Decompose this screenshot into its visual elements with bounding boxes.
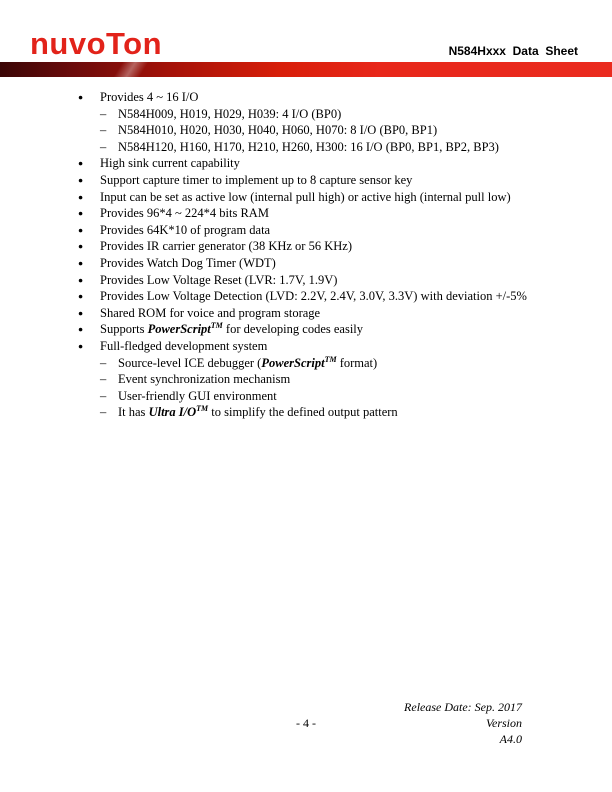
version-label: Version xyxy=(486,716,522,730)
bullet-icon: ● xyxy=(78,158,84,169)
dash-icon: – xyxy=(100,106,107,121)
text-segment: for developing codes easily xyxy=(222,322,364,337)
text-segment: to simplify the defined output pattern xyxy=(208,405,398,420)
list-subitem xyxy=(78,404,580,421)
list-item xyxy=(78,255,580,272)
bullet-icon: ● xyxy=(78,307,84,318)
list-item-text xyxy=(100,321,580,338)
list-item-text xyxy=(118,355,580,372)
list-item xyxy=(78,321,580,338)
list-subitem xyxy=(78,106,580,123)
bullet-icon: ● xyxy=(78,174,84,185)
list-item xyxy=(78,89,580,106)
dash-icon: – xyxy=(100,372,107,387)
list-item-text: Provides Low Voltage Detection (LVD: 2.2V, 2.4V, 3.0V, 3.3V) with deviation +/-5% xyxy=(100,289,527,304)
trademark-superscript: TM xyxy=(210,321,223,331)
bullet-icon: ● xyxy=(78,257,84,268)
list-item xyxy=(78,288,580,305)
list-item xyxy=(78,272,580,289)
dash-icon: – xyxy=(100,139,107,154)
bullet-icon: ● xyxy=(78,224,84,235)
nuvoton-logo: nuvoTon xyxy=(30,26,163,61)
list-item-text: N584H010, H020, H030, H040, H060, H070: 8 I/O (BP0, BP1) xyxy=(118,123,438,138)
list-item-text: Shared ROM for voice and program storage xyxy=(100,305,321,320)
text-segment: format) xyxy=(336,355,378,370)
list-item xyxy=(78,172,580,189)
list-subitem xyxy=(78,139,580,156)
list-item xyxy=(78,238,580,255)
feature-list xyxy=(78,89,580,421)
text-segment: It has xyxy=(118,405,149,420)
list-subitem xyxy=(78,355,580,372)
dash-icon: – xyxy=(100,405,107,420)
list-item-text: Support capture timer to implement up to 8 capture sensor key xyxy=(100,172,413,187)
bullet-icon: ● xyxy=(78,274,84,285)
bullet-icon: ● xyxy=(78,340,84,351)
list-item xyxy=(78,189,580,206)
doc-title: N584Hxxx Data Sheet xyxy=(448,44,578,58)
list-item-text xyxy=(118,404,580,421)
list-item-text: Provides Low Voltage Reset (LVR: 1.7V, 1.9V) xyxy=(100,272,338,287)
bullet-icon: ● xyxy=(78,92,84,102)
bullet-icon: ● xyxy=(78,191,84,202)
brand-name: PowerScript xyxy=(261,355,325,370)
page-number: - 4 - xyxy=(296,716,316,730)
list-item xyxy=(78,338,580,355)
list-subitem xyxy=(78,371,580,388)
bullet-icon: ● xyxy=(78,208,84,219)
list-item-text: High sink current capability xyxy=(100,156,240,171)
version-value: A4.0 xyxy=(499,732,522,746)
list-item-text: Provides 4 ~ 16 I/O xyxy=(100,90,199,104)
trademark-superscript: TM xyxy=(324,354,337,364)
bullet-icon: ● xyxy=(78,241,84,252)
list-item-text: Input can be set as active low (internal pull high) or active high (internal pull low) xyxy=(100,189,511,204)
list-item-text: N584H120, H160, H170, H210, H260, H300: 16 I/O (BP0, BP1, BP2, BP3) xyxy=(118,139,499,154)
brand-name: Ultra I/O xyxy=(148,405,197,420)
dash-icon: – xyxy=(100,388,107,403)
text-segment: Source-level ICE debugger ( xyxy=(118,355,262,370)
trademark-superscript: TM xyxy=(196,404,209,414)
footer-version-block xyxy=(404,699,522,747)
list-item-text: Provides 64K*10 of program data xyxy=(100,222,271,237)
list-item xyxy=(78,222,580,239)
dash-icon: – xyxy=(100,355,107,370)
list-item-text: Provides IR carrier generator (38 KHz or 56 KHz) xyxy=(100,239,352,254)
banner-sheen xyxy=(113,62,148,77)
list-item-text: User-friendly GUI environment xyxy=(118,388,277,403)
list-item-text: Event synchronization mechanism xyxy=(118,372,291,387)
bullet-icon: ● xyxy=(78,291,84,302)
dash-icon: – xyxy=(100,123,107,138)
list-item-text: Full-fledged development system xyxy=(100,338,268,353)
release-date: Release Date: Sep. 2017 xyxy=(404,700,522,714)
list-item xyxy=(78,205,580,222)
brand-name: PowerScript xyxy=(147,322,211,337)
text-segment: Supports xyxy=(100,322,148,337)
list-subitem xyxy=(78,122,580,139)
list-item-text: Provides Watch Dog Timer (WDT) xyxy=(100,255,276,270)
bullet-icon: ● xyxy=(78,324,84,335)
list-item-text: Provides 96*4 ~ 224*4 bits RAM xyxy=(100,206,269,221)
list-item xyxy=(78,155,580,172)
list-item xyxy=(78,305,580,322)
list-item-text: N584H009, H019, H029, H039: 4 I/O (BP0) xyxy=(118,106,342,121)
red-banner xyxy=(0,62,612,77)
list-subitem xyxy=(78,388,580,405)
